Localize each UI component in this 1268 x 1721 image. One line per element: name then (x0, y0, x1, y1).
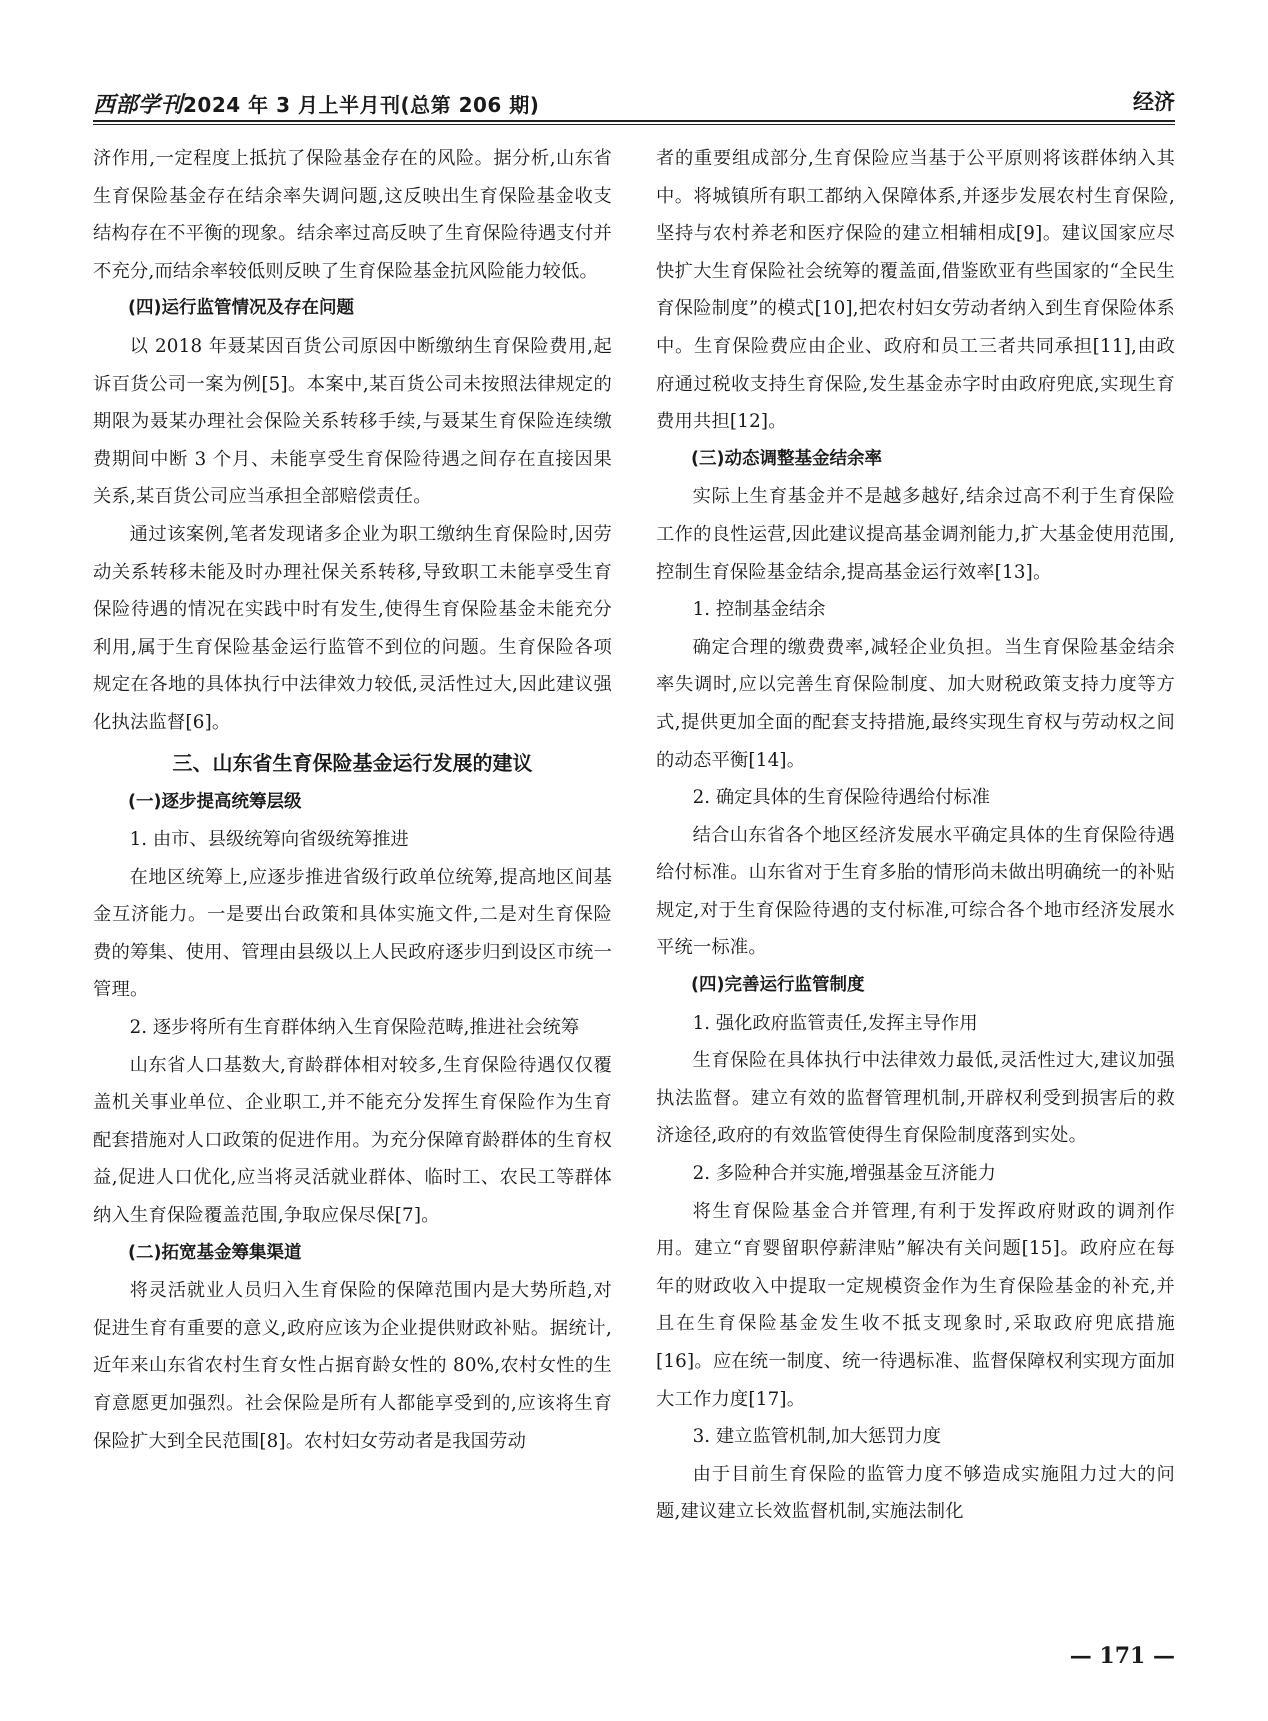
paragraph: 生育保险在具体执行中法律效力最低,灵活性过大,建议加强执法监督。建立有效的监督管理机制,开辟权利受到损害后的救济途径,政府的有效监管使得生育保险制度落到实处。 (656, 1050, 1175, 1147)
journal-logo: 西部学刊 (93, 92, 184, 118)
subsection-heading: (一)逐步提高统筹层级 (128, 791, 302, 812)
paragraph: 济作用,一定程度上抵抗了保险基金存在的风险。据分析,山东省生育保险基金存在结余率失调问题,这反映出生育保险基金收支结构存在不平衡的现象。结余率过高反映了生育保险待遇支付并不充分,而结余率较低则反映了生育保险基金抗风险能力较低。 (93, 148, 612, 282)
sub-subsection-heading: 1. 强化政府监管责任,发挥主导作用 (692, 1012, 978, 1034)
right-column (656, 140, 1175, 1531)
paragraph: 结合山东省各个地区经济发展水平确定具体的生育保险待遇给付标准。山东省对于生育多胎的情形尚未做出明确统一的补贴规定,对于生育保险待遇的支付标准,可综合各个地市经济发展水平统一标准。 (656, 824, 1175, 959)
running-header (93, 82, 1175, 124)
issue-info: 2024 年 3 月上半月刊(总第 206 期) (183, 93, 540, 117)
paragraph: 在地区统筹上,应逐步推进省级行政单位统筹,提高地区间基金互济能力。一是要出台政策和具体实施文件,二是对生育保险费的筹集、使用、管理由县级以上人民政府逐步归到设区市统一管理。 (93, 866, 612, 1001)
subsection-heading: (二)拓宽基金筹集渠道 (128, 1242, 302, 1263)
sub-subsection-heading: 2. 逐步将所有生育群体纳入生育保险范畴,推进社会统筹 (129, 1017, 580, 1039)
left-column (93, 140, 612, 1460)
sub-subsection-heading: 2. 多险种合并实施,增强基金互济能力 (692, 1163, 996, 1185)
paragraph: 通过该案例,笔者发现诸多企业为职工缴纳生育保险时,因劳动关系转移未能及时办理社保关系转移,导致职工未能享受生育保险待遇的情况在实践中时有发生,使得生育保险基金未能充分利用,属于生育保险基金运行监管不到位的问题。生育保险各项规定在各地的具体执行中法律效力较低,灵活性过大,因此建议强化执法监督[6]。 (93, 523, 612, 733)
paragraph: 实际上生育基金并不是越多越好,结余过高不利于生育保险工作的良性运营,因此建议提高基金调剂能力,扩大基金使用范围,控制生育保险基金结余,提高基金运行效率[13]。 (656, 486, 1175, 583)
page-number: — 171 — (1069, 1643, 1175, 1669)
section-name: 经济 (1133, 90, 1175, 114)
sub-subsection-heading: 3. 建立监管机制,加大惩罚力度 (692, 1426, 942, 1448)
journal-issue-line (93, 88, 539, 119)
sub-subsection-heading: 2. 确定具体的生育保险待遇给付标准 (692, 787, 991, 809)
sub-subsection-heading: 1. 控制基金结余 (692, 599, 826, 621)
header-rule-thin (93, 124, 1175, 125)
paragraph: 由于目前生育保险的监管力度不够造成实施阻力过大的问题,建议建立长效监督机制,实施法制化 (656, 1463, 1175, 1523)
paragraph: 者的重要组成部分,生育保险应当基于公平原则将该群体纳入其中。将城镇所有职工都纳入保障体系,并逐步发展农村生育保险,坚持与农村养老和医疗保险的建立相辅相成[9]。建议国家应尽快扩大生育保险社会统筹的覆盖面,借鉴欧亚有些国家的“全民生育保险制度”的模式[10],把农村妇女劳动者纳入到生育保险体系中。生育保险费应由企业、政府和员工三者共同承担[11],由政府通过税收支持生育保险,发生基金赤字时由政府兜底,实现生育费用共担[12]。 (656, 148, 1175, 433)
paragraph: 确定合理的缴费费率,减轻企业负担。当生育保险基金结余率失调时,应以完善生育保险制度、加大财税政策支持力度等方式,提供更加全面的配套支持措施,最终实现生育权与劳动权之间的动态平衡[14]。 (656, 636, 1175, 771)
paragraph: 将生育保险基金合并管理,有利于发挥政府财政的调剂作用。建立“育婴留职停薪津贴”解决有关问题[15]。政府应在每年的财政收入中提取一定规模资金作为生育保险基金的补充,并且在生育保险基金发生收不抵支现象时,采取政府兜底措施[16]。应在统一制度、统一待遇标准、监督保障权利实现方面加大工作力度[17]。 (656, 1200, 1175, 1410)
header-rule-thick (93, 120, 1175, 122)
subsection-heading: (三)动态调整基金结余率 (691, 448, 882, 469)
paragraph: 将灵活就业人员归入生育保险的保障范围内是大势所趋,对促进生育有重要的意义,政府应该为企业提供财政补贴。据统计,近年来山东省农村生育女性占据育龄女性的 80%,农村女性的生育意愿更加强烈。社会保险是所有人都能享受到的,应该将生育保险扩大到全民范围[8]。农村妇女劳动者是我国劳动 (93, 1280, 612, 1452)
section-heading: 三、山东省生育保险基金运行发展的建议 (172, 750, 533, 775)
paragraph: 以 2018 年聂某因百货公司原因中断缴纳生育保险费用,起诉百货公司一案为例[5]。本案中,某百货公司未按照法律规定的期限为聂某办理社会保险关系转移手续,与聂某生育保险连续缴费期间中断 3 个月、未能享受生育保险待遇之间存在直接因果关系,某百货公司应当承担全部赔偿责任。 (93, 335, 612, 508)
sub-subsection-heading: 1. 由市、县级统筹向省级统筹推进 (129, 829, 409, 851)
paragraph: 山东省人口基数大,育龄群体相对较多,生育保险待遇仅仅覆盖机关事业单位、企业职工,并不能充分发挥生育保险作为生育配套措施对人口政策的促进作用。为充分保障育龄群体的生育权益,促进人口优化,应当将灵活就业群体、临时工、农民工等群体纳入生育保险覆盖范围,争取应保尽保[7]。 (93, 1054, 612, 1227)
subsection-heading: (四)完善运行监管制度 (691, 975, 865, 996)
subsection-heading: (四)运行监管情况及存在问题 (128, 298, 354, 319)
